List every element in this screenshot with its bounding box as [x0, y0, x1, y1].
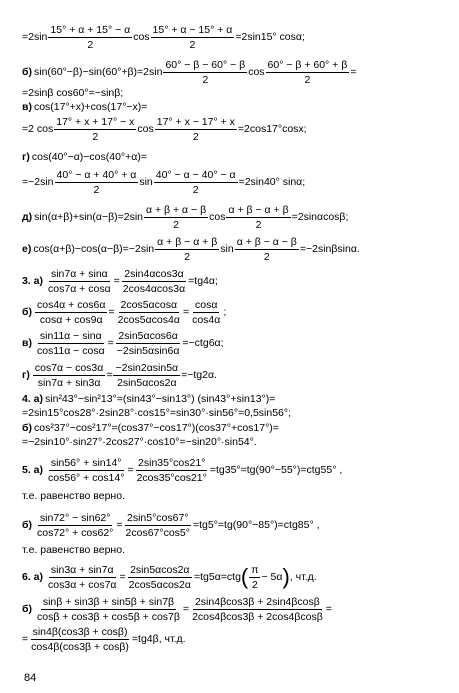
denominator: 2 [251, 578, 258, 591]
numerator: −2sin2αsin5α [115, 361, 179, 374]
fraction [154, 169, 238, 196]
problem-label: 4. а) [22, 393, 44, 405]
numerator: sinβ + sin3β + sin5β + sin7β [42, 595, 175, 608]
denominator: 2 [189, 38, 196, 51]
fraction [266, 59, 350, 86]
fraction [249, 564, 260, 591]
equation-text: cos²37°−cos²17°=(cos37°−cos17°)(cos37°+cos17°)= [33, 422, 279, 434]
equation-line [22, 482, 125, 510]
numerator: 15° + α − 15° + α [152, 23, 233, 36]
equation-text: = [182, 306, 190, 318]
numerator: π [251, 563, 259, 576]
numerator: 15° + α + 15° − α [50, 23, 131, 36]
numerator: cos4α + cos6α [36, 298, 106, 311]
equation-text: =−2sin [22, 176, 54, 188]
numerator: 2sin5αcos2α [130, 563, 190, 576]
equation-text: = [325, 603, 332, 615]
equation-line [22, 23, 305, 51]
numerator: 2sin35°cos21° [138, 456, 206, 469]
equation-text: =tg5°=tg(90°−85°)=ctg85° , [192, 519, 320, 531]
equation-text: sin [220, 243, 234, 255]
denominator: 2 [192, 130, 199, 143]
equation-text: = [106, 369, 113, 381]
numerator: α + β − α + β [157, 235, 218, 248]
fraction [127, 564, 193, 591]
problem-label: 6. а) [22, 571, 44, 583]
equation-text: =tg35°=tg(90°−55°)=ctg55° , [209, 464, 343, 476]
equation-text: sin(α+β)+sin(α−β)=2sin [34, 211, 144, 223]
equation-text: = [119, 571, 126, 583]
numerator: 2sin4αcos3α [124, 267, 184, 280]
denominator: cos11α − cosα [36, 344, 105, 357]
fraction [144, 204, 208, 231]
numerator: sin72° − sin62° [39, 511, 111, 524]
equation-line [22, 329, 224, 357]
equation-text: cos(40°−α)−cos(40°+α)= [31, 151, 147, 163]
equation-line [22, 536, 125, 564]
numerator: sin7α + sinα [50, 267, 108, 280]
equation-text: = [22, 633, 29, 645]
problem-label: 3. а) [22, 275, 44, 287]
parenthesis: ( [240, 564, 249, 589]
equation-text: =tg5α=ctg [193, 571, 241, 583]
numerator: sin11α − sinα [39, 329, 102, 342]
equation-text: =2sin15° cosα; [235, 31, 305, 43]
numerator: 2sin5αcos6α [118, 329, 178, 342]
numerator: cosα [194, 298, 218, 311]
equation-text: =−ctg6α; [182, 337, 224, 349]
fraction [121, 268, 187, 295]
equation-text: =2 cos [22, 123, 54, 135]
equation-text: =tg4β, чт.д. [131, 633, 186, 645]
denominator: 2cos5αcos2α [128, 578, 191, 591]
equation-text: = [116, 519, 123, 531]
equation-line [22, 511, 320, 539]
denominator: −2sin5αsin6α [116, 344, 180, 357]
fraction [29, 626, 131, 653]
denominator: 2cos67°cos5° [125, 526, 190, 539]
equation-text: =2sin [22, 31, 48, 43]
equation-line [22, 625, 186, 653]
equation-text: т.е. равенство верно. [22, 490, 125, 502]
numerator: α + β + α − β [146, 203, 207, 216]
fraction [163, 59, 247, 86]
numerator: sin3α + sin7α [50, 563, 114, 576]
parenthesis: ) [282, 564, 290, 589]
numerator: 60° − β + 60° + β [267, 58, 348, 71]
equation-text: cos [133, 31, 150, 43]
problem-label: в) [22, 101, 32, 113]
equation-text: =2sin15°cos28°·2sin28°·cos15°=sin30°·sin56°=0,5sin56°; [22, 407, 292, 419]
equation-line [22, 235, 360, 263]
numerator: 17° + x − 17° + x [156, 115, 235, 128]
equation-text: =−tg2α. [181, 369, 217, 381]
equation-text: cos [137, 123, 154, 135]
equation-text: − 5α [261, 571, 283, 583]
fraction [190, 596, 325, 623]
equation-text: =−2sin10°·sin27°·2cos27°·cos10°=−sin20°·sin54°. [22, 436, 257, 448]
denominator: 2 [192, 183, 199, 196]
fraction [151, 24, 235, 51]
fraction [35, 596, 182, 623]
problem-label: б) [22, 422, 32, 434]
fraction [155, 116, 237, 143]
denominator: cosα + cos9α [39, 313, 103, 326]
numerator: cos7α − cos3α [34, 361, 104, 374]
fraction [226, 204, 290, 231]
denominator: 2 [255, 218, 262, 231]
equation-text: ; [223, 306, 227, 318]
fraction [115, 330, 182, 357]
problem-label: б) [22, 603, 32, 615]
denominator: cos72° + cos62° [36, 526, 114, 539]
numerator: 60° − β − 60° − β [165, 58, 246, 71]
equation-line [22, 595, 332, 623]
equation-text: sin(60°−β)−sin(60°+β)=2sin [33, 66, 163, 78]
equation-line [22, 115, 307, 143]
equation-text: cos [248, 66, 265, 78]
equation-text: cos [209, 211, 226, 223]
denominator: 2 [263, 250, 270, 263]
numerator: 2sin4βcos3β + 2sin4βcosβ [194, 595, 320, 608]
equation-text: = [107, 337, 114, 349]
equation-text: = [108, 306, 115, 318]
fraction [35, 299, 107, 326]
equation-line [22, 563, 317, 591]
fraction [54, 116, 136, 143]
fraction [48, 24, 132, 51]
denominator: 2 [184, 250, 191, 263]
denominator: cos4β(cos3β + cosβ) [31, 640, 129, 653]
denominator: 2cos4αcos3α [122, 282, 186, 295]
equation-text: =2sinαcosβ; [291, 211, 349, 223]
equation-text: cos(17°+x)+cos(17°−x)= [33, 101, 148, 113]
numerator: 2sin5°cos67° [126, 511, 189, 524]
equation-text: =2cos17°cosx; [237, 123, 307, 135]
denominator: 2 [87, 38, 94, 51]
numerator: 2cos5αcosα [120, 298, 178, 311]
problem-label: д) [22, 211, 33, 223]
equation-line [22, 168, 305, 196]
equation-text: = [350, 66, 357, 78]
problem-label: б) [22, 66, 32, 78]
fraction [190, 299, 222, 326]
denominator: 2 [202, 73, 209, 86]
equation-line [22, 203, 348, 231]
numerator: α + β − α + β [228, 203, 289, 216]
denominator: 2 [92, 130, 99, 143]
equation-text: sin [139, 176, 153, 188]
fraction [46, 268, 113, 295]
fraction [235, 236, 299, 263]
fraction [35, 330, 107, 357]
equation-text: , чт.д. [289, 571, 317, 583]
equation-text: =2sinβ cos60°=−sinβ; [22, 87, 124, 99]
denominator: 2 [173, 218, 179, 231]
fraction [124, 512, 192, 539]
equation-text: т.е. равенство верно. [22, 544, 125, 556]
equation-text: = [127, 464, 134, 476]
equation-text: cos(α+β)−cos(α−β)=−2sin [33, 243, 155, 255]
equation-text: = [182, 603, 190, 615]
numerator: 17° + x + 17° − x [56, 115, 135, 128]
denominator: cos7α + cosα [48, 282, 111, 295]
problem-label: е) [22, 243, 32, 255]
denominator: cos3α + cos7α [48, 578, 117, 591]
equation-line [22, 143, 147, 171]
problem-label: в) [22, 337, 32, 349]
problem-label: 5. а) [22, 464, 44, 476]
denominator: 2cos35°cos21° [136, 471, 207, 484]
problem-label: б) [22, 519, 32, 531]
denominator: cos4α [192, 313, 221, 326]
fraction [135, 457, 209, 484]
fraction [55, 169, 139, 196]
equation-line [22, 428, 257, 456]
numerator: 40° − α + 40° + α [56, 168, 137, 181]
problem-label: г) [22, 369, 30, 381]
equation-text: =tg4α; [188, 275, 218, 287]
numerator: sin4β(cos3β + cosβ) [32, 625, 128, 638]
equation-text: =2sin40° sinα; [238, 176, 306, 188]
numerator: α + β − α − β [236, 235, 297, 248]
page-number: 84 [24, 672, 37, 684]
fraction [46, 457, 126, 484]
equation-text: =−2sinβsinα. [299, 243, 360, 255]
equation-line [22, 456, 342, 484]
denominator: sin7α + sin3α [37, 376, 101, 389]
denominator: 2cos4βcos3β + 2cos4βcosβ [192, 610, 323, 623]
numerator: 40° − α − 40° − α [155, 168, 236, 181]
denominator: cosβ + cos3β + cos5β + cos7β [36, 610, 180, 623]
equation-line [22, 298, 226, 326]
denominator: cos56° + cos14° [48, 471, 125, 484]
equation-text: = [113, 275, 120, 287]
problem-label: г) [22, 151, 30, 163]
denominator: 2sin5αcos2α [117, 376, 177, 389]
fraction [35, 512, 115, 539]
denominator: 2cos5αcos4α [117, 313, 180, 326]
fraction [116, 299, 182, 326]
fraction [155, 236, 219, 263]
problem-label: б) [22, 306, 32, 318]
equation-text: sin²43°−sin²13°=(sin43°−sin13°) (sin43°+sin13°)= [45, 393, 276, 405]
denominator: 2 [304, 73, 311, 86]
denominator: 2 [93, 183, 100, 196]
equation-line [22, 267, 218, 295]
fraction [46, 564, 118, 591]
numerator: sin56° + sin14° [50, 456, 122, 469]
